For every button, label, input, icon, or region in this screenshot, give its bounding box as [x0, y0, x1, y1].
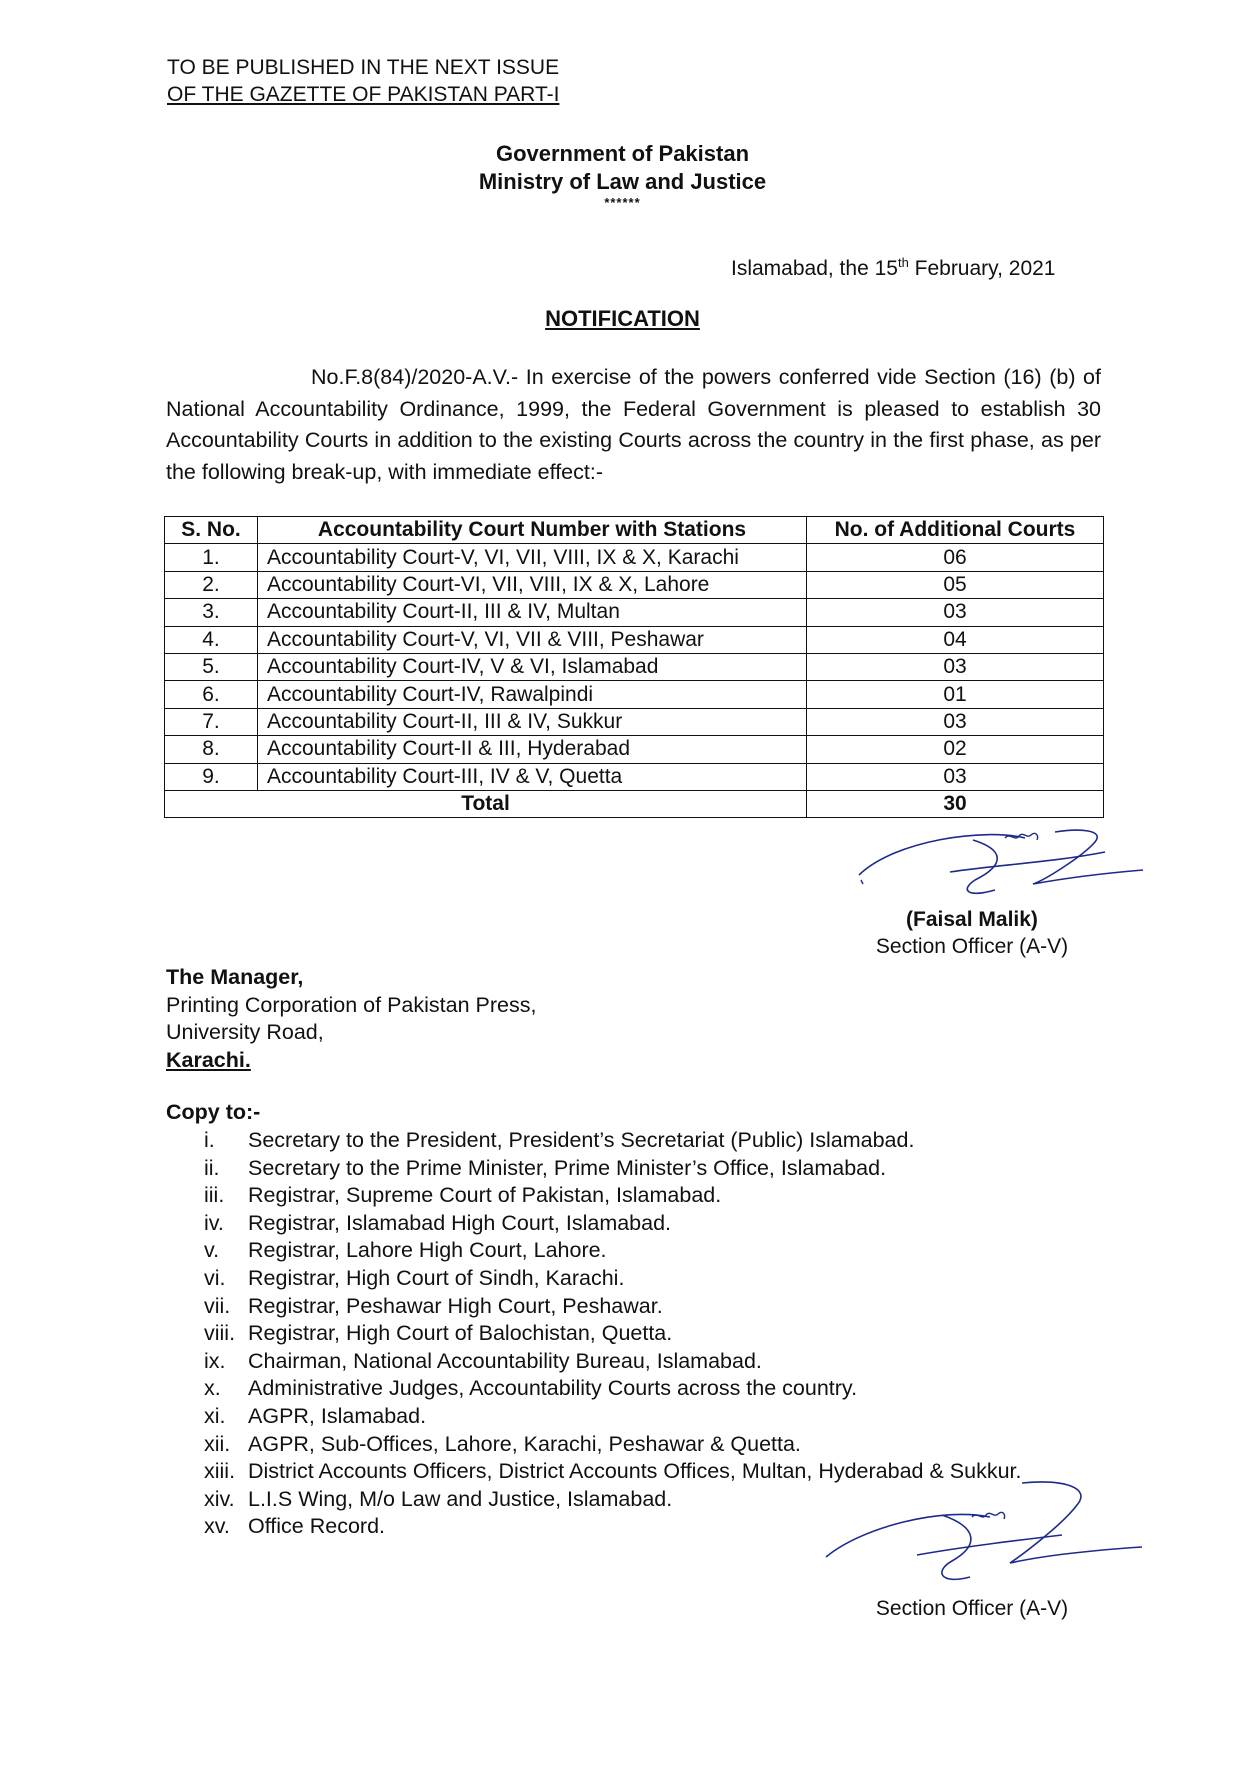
row-sno: 1.	[165, 544, 258, 571]
government-title-block	[0, 140, 1245, 196]
addressee-line1: The Manager,	[166, 965, 304, 989]
row-count: 06	[807, 544, 1104, 571]
list-item-num: v.	[204, 1238, 220, 1263]
government-title: Government of Pakistan	[495, 141, 750, 166]
list-item-text: Registrar, Supreme Court of Pakistan, Islamabad.	[248, 1183, 722, 1208]
table-row	[165, 736, 1104, 763]
stars-divider: ******	[604, 195, 641, 210]
list-item-text: Registrar, Lahore High Court, Lahore.	[248, 1238, 607, 1263]
list-item	[166, 1320, 1106, 1348]
list-item-text: Registrar, High Court of Sindh, Karachi.	[248, 1265, 625, 1290]
row-count: 01	[807, 681, 1104, 708]
list-item-text: Secretary to the President, President’s Secretariat (Public) Islamabad.	[248, 1128, 915, 1152]
table-row	[165, 681, 1104, 708]
table-row	[165, 708, 1104, 735]
row-sno: 5.	[165, 653, 258, 680]
list-item	[166, 1127, 1106, 1155]
date-line	[731, 255, 1056, 281]
row-sno: 4.	[165, 626, 258, 653]
gazette-heading-line2: OF THE GAZETTE OF PAKISTAN PART-I	[167, 83, 560, 106]
addressee-block	[166, 964, 536, 1074]
notification-paragraph: No.F.8(84)/2020-A.V.- In exercise of the powers conferred vide Section (16) (b) of National Accountability Ordinance, 1999, the Federal Government is pleased to establish 30 Accountability Courts in addition to the existing Courts across the country in the first phase, as per the following break-up, with immediate effect:-	[166, 365, 1101, 484]
addressee-line4: Karachi.	[166, 1047, 251, 1072]
total-value: 30	[807, 790, 1104, 817]
table-row	[165, 599, 1104, 626]
addressee-line2: Printing Corporation of Pakistan Press,	[166, 992, 537, 1017]
row-court: Accountability Court-V, VI, VII, VIII, IX & X, Karachi	[258, 544, 807, 571]
list-item	[166, 1182, 1106, 1210]
table-header-row	[165, 517, 1104, 544]
list-item-num: i.	[204, 1128, 215, 1152]
row-count: 05	[807, 571, 1104, 598]
list-item	[166, 1348, 1106, 1376]
row-count: 03	[807, 708, 1104, 735]
courts-table	[164, 516, 1104, 818]
table-total-row	[165, 790, 1104, 817]
list-item-num: viii.	[204, 1321, 236, 1346]
date-rest: February, 2021	[908, 257, 1056, 280]
list-item-num: iv.	[204, 1210, 224, 1235]
list-item	[166, 1265, 1106, 1293]
list-item-num: xi.	[204, 1403, 226, 1428]
row-court: Accountability Court-II & III, Hyderabad	[258, 736, 807, 763]
row-court: Accountability Court-III, IV & V, Quetta	[258, 763, 807, 790]
list-item-text: AGPR, Islamabad.	[248, 1403, 427, 1428]
total-label: Total	[165, 790, 807, 817]
row-sno: 3.	[165, 599, 258, 626]
gazette-heading-line1: TO BE PUBLISHED IN THE NEXT ISSUE	[167, 56, 560, 79]
table-row	[165, 626, 1104, 653]
signatory-title: Section Officer (A-V)	[875, 935, 1069, 958]
list-item-text: Registrar, Peshawar High Court, Peshawar.	[248, 1293, 663, 1318]
addressee-line3: University Road,	[166, 1020, 324, 1044]
list-item-text: Office Record.	[248, 1514, 386, 1539]
list-item	[166, 1403, 1106, 1431]
list-item-text: L.I.S Wing, M/o Law and Justice, Islamabad.	[248, 1486, 673, 1511]
list-item-num: xiii.	[204, 1459, 236, 1484]
row-count: 03	[807, 653, 1104, 680]
notification-title: NOTIFICATION	[545, 306, 700, 331]
row-court: Accountability Court-VI, VII, VIII, IX & X, Lahore	[258, 571, 807, 598]
row-court: Accountability Court-II, III & IV, Sukkur	[258, 708, 807, 735]
row-count: 04	[807, 626, 1104, 653]
row-court: Accountability Court-IV, Rawalpindi	[258, 681, 807, 708]
list-item	[166, 1210, 1106, 1238]
header-count: No. of Additional Courts	[807, 517, 1104, 544]
list-item-num: iii.	[204, 1183, 225, 1208]
row-court: Accountability Court-V, VI, VII & VIII, Peshawar	[258, 626, 807, 653]
ministry-title: Ministry of Law and Justice	[478, 169, 767, 194]
signatory-name: (Faisal Malik)	[906, 908, 1038, 931]
list-item-num: x.	[204, 1376, 221, 1401]
row-court: Accountability Court-II, III & IV, Multan	[258, 599, 807, 626]
list-item-num: ii.	[204, 1155, 220, 1180]
header-court: Accountability Court Number with Stations	[258, 517, 807, 544]
table-row	[165, 544, 1104, 571]
list-item-num: xv.	[204, 1514, 230, 1539]
list-item-text: District Accounts Officers, District Accounts Offices, Multan, Hyderabad & Sukkur.	[248, 1459, 1022, 1484]
table-row	[165, 653, 1104, 680]
row-sno: 8.	[165, 736, 258, 763]
date-suffix: th	[897, 255, 909, 270]
list-item-text: Registrar, Islamabad High Court, Islamabad.	[248, 1210, 672, 1235]
row-count: 03	[807, 763, 1104, 790]
table-row	[165, 571, 1104, 598]
list-item-num: ix.	[204, 1348, 226, 1373]
date-prefix: Islamabad, the 15	[731, 257, 898, 280]
row-count: 03	[807, 599, 1104, 626]
list-item-text: Secretary to the Prime Minister, Prime Minister’s Office, Islamabad.	[248, 1155, 887, 1180]
header-sno: S. No.	[165, 517, 258, 544]
list-item	[166, 1237, 1106, 1265]
list-item-text: Chairman, National Accountability Bureau, Islamabad.	[248, 1348, 762, 1373]
list-item-text: AGPR, Sub-Offices, Lahore, Karachi, Peshawar & Quetta.	[248, 1431, 801, 1456]
row-count: 02	[807, 736, 1104, 763]
signatory-title-bottom: Section Officer (A-V)	[875, 1597, 1069, 1620]
list-item-text: Administrative Judges, Accountability Courts across the country.	[248, 1376, 858, 1401]
row-court: Accountability Court-IV, V & VI, Islamabad	[258, 653, 807, 680]
list-item	[166, 1375, 1106, 1403]
copy-to-title: Copy to:-	[166, 1100, 261, 1124]
list-item-num: vi.	[204, 1265, 226, 1290]
list-item-num: xii.	[204, 1431, 231, 1456]
list-item-text: Registrar, High Court of Balochistan, Quetta.	[248, 1321, 673, 1346]
list-item	[166, 1155, 1106, 1183]
list-item	[166, 1431, 1106, 1459]
row-sno: 7.	[165, 708, 258, 735]
list-item-num: vii.	[204, 1293, 231, 1318]
table-row	[165, 763, 1104, 790]
list-item-num: xiv.	[204, 1486, 235, 1511]
row-sno: 9.	[165, 763, 258, 790]
list-item	[166, 1293, 1106, 1321]
row-sno: 2.	[165, 571, 258, 598]
signature-icon	[855, 820, 1155, 898]
row-sno: 6.	[165, 681, 258, 708]
signature-icon	[822, 1477, 1152, 1589]
